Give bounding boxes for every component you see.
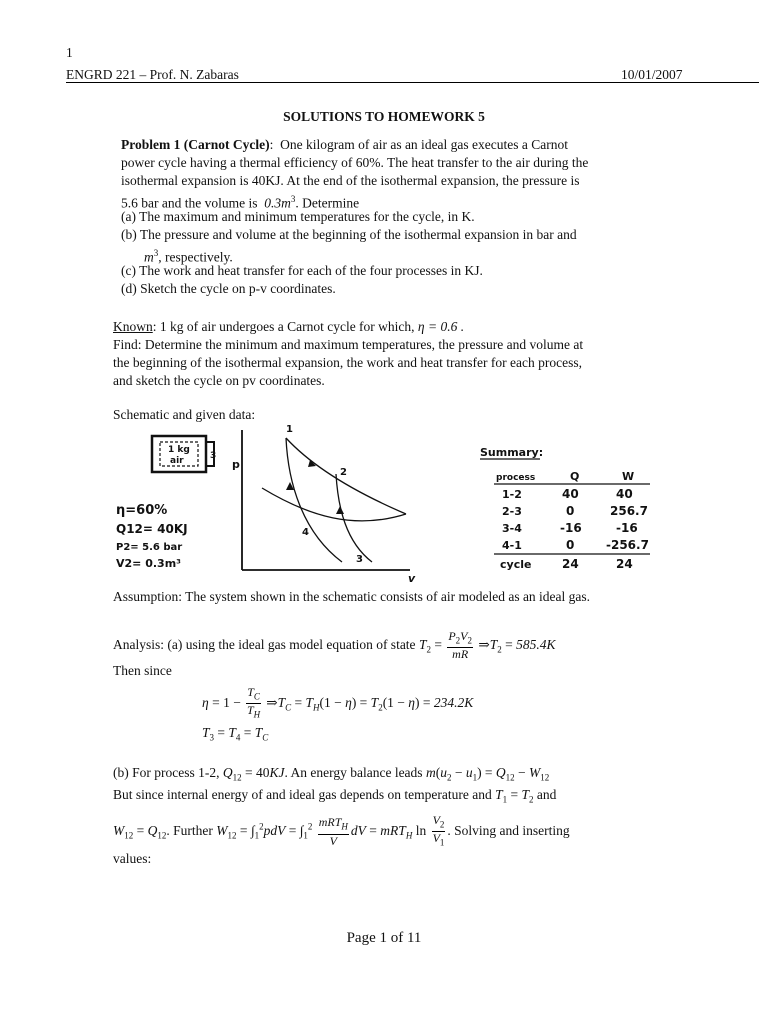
item-b: (b) The pressure and volume at the beginning of the isothermal expansion in bar and (121, 227, 577, 242)
analysis-b-line1: (b) For process 1-2, $Q_{12} = 40KJ$. An energy balance leads $m(u_2 - u_1) = Q_{12} - W_{12}$ (113, 765, 550, 783)
problem-line-4-text: 5.6 bar and the volume is (121, 195, 258, 211)
unit-m: m (144, 249, 154, 265)
further-text: . Further (166, 822, 213, 838)
problem-line-1: Problem 1 (Carnot Cycle): One kilogram of air as an ideal gas executes a Carnot (121, 137, 568, 152)
summary-cell: -256.7 (606, 538, 649, 552)
problem-line-4: 5.6 bar and the volume is $0.3m^3$. Determine (121, 194, 360, 211)
problem-line-1-text: One kilogram of air as an ideal gas executes a Carnot (280, 137, 568, 152)
problem-label: Problem 1 (Carnot Cycle) (121, 137, 270, 152)
result-tc: 234.2K (433, 694, 474, 710)
summary-cell: 0 (566, 504, 575, 518)
axis-p-label: p (232, 458, 240, 471)
result-t2: 585.4K (516, 636, 556, 652)
given-eta: η=60% (116, 503, 168, 518)
summary-cell: 0 (566, 538, 575, 552)
header-course: ENGRD 221 – Prof. N. Zabaras (66, 67, 239, 82)
summary-header-process: process (496, 473, 536, 483)
item-c: (c) The work and heat transfer for each of the four processes in KJ. (121, 263, 483, 278)
header-page-number: 1 (66, 45, 73, 60)
efficiency-equation: η = 1 − $\frac{T_C}{T_H}$ $\Rightarrow T_C = T_H(1 - \eta) = T_2(1 - \eta) = 234.2K$ (202, 685, 474, 720)
solving-text: . Solving and inserting (447, 822, 570, 838)
summary-cell: 1-2 (502, 488, 522, 501)
header-rule (66, 82, 759, 83)
problem-line-3: isothermal expansion is 40KJ. At the end of the isothermal expansion, the pressure is (121, 173, 580, 188)
summary-header-q: Q (570, 470, 580, 483)
page-footer: Page 1 of 11 (346, 930, 422, 946)
state-2: 2 (340, 467, 347, 478)
summary-cycle-w: 24 (616, 557, 633, 571)
summary-cell: 2-3 (502, 505, 522, 518)
piston-label: 3 (210, 451, 217, 461)
axis-v-label: v (408, 572, 416, 585)
adiabat-2-3 (336, 474, 372, 562)
item-a: (a) The maximum and minimum temperatures for the cycle, in K. (121, 209, 475, 224)
known-label: Known (113, 319, 153, 334)
analysis-intro: Analysis: (a) using the ideal gas model equation of state (113, 636, 416, 652)
known-line (113, 318, 464, 336)
known-eq: η = 0.6 . (417, 319, 465, 334)
analysis-b-text2: . An energy balance leads (284, 765, 423, 780)
given-p2: P2= 5.6 bar (116, 542, 183, 553)
problem-line-2: power cycle having a thermal efficiency of 60%. The heat transfer to the air during the (121, 155, 589, 170)
summary-cycle-q: 24 (562, 557, 579, 571)
given-q12: Q12= 40KJ (116, 522, 188, 536)
analysis-b-line3: $W_{12} = Q_{12}$. Further $W_{12} = \int_1^2pdV = \int_1^2$ $\frac{mRT_H}{V}$ dV = mRT$_H$ ln $\frac{V_2}{V_1}$ . Solving and inserting (113, 813, 570, 848)
state-3: 3 (356, 554, 363, 565)
and-word: and (536, 787, 557, 802)
t3-t4-equation: $T_3 = T_4 = T_C$ (202, 725, 269, 743)
determine-text: . Determine (295, 195, 360, 211)
summary-cell: 3-4 (502, 522, 522, 535)
values-label: values: (113, 851, 152, 866)
schematic-sketch (110, 422, 660, 587)
volume-value: 0.3m (264, 195, 291, 211)
but-since-text: But since internal energy of and ideal gas depends on temperature and (113, 787, 492, 802)
find-line-2: the beginning of the isothermal expansion, the work and heat transfer for each process, (113, 355, 582, 370)
then-since: Then since (113, 663, 172, 678)
box-label-2: air (170, 456, 184, 466)
summary-cell: 40 (562, 487, 579, 501)
summary-cell: 40 (616, 487, 633, 501)
respectively-text: , respectively. (158, 249, 233, 265)
summary-cell: 256.7 (610, 504, 648, 518)
item-d: (d) Sketch the cycle on p-v coordinates. (121, 281, 336, 296)
summary-header-w: W (622, 470, 635, 483)
adiabat-4-1 (286, 438, 342, 562)
box-label-1: 1 kg (168, 445, 190, 455)
arrow-2-3 (336, 506, 344, 514)
analysis-a: Analysis: (a) using the ideal gas model equation of state $T_2$ = $\frac{P_2V_2}{mR}$ $\Rightarrow T_2 = 585.4K$ (113, 629, 556, 662)
schematic-label: Schematic and given data: (113, 407, 256, 422)
summary-cycle-label: cycle (500, 558, 532, 571)
header-date: 10/01/2007 (621, 67, 683, 82)
assumption: Assumption: The system shown in the schematic consists of air modeled as an ideal gas. (113, 589, 591, 604)
summary-cell: -16 (616, 521, 638, 535)
page-title: SOLUTIONS TO HOMEWORK 5 (283, 109, 485, 124)
summary-table (494, 470, 650, 571)
given-v2: V2= 0.3m³ (116, 557, 181, 570)
state-4: 4 (302, 527, 309, 538)
ideal-gas-fraction: $\frac{P_2V_2}{mR}$ (448, 629, 473, 662)
summary-cell: -16 (560, 521, 582, 535)
find-line-1: Find: Determine the minimum and maximum temperatures, the pressure and volume at (113, 337, 584, 352)
item-b-cont: $m^3$, respectively. (144, 248, 233, 265)
summary-cell: 4-1 (502, 539, 522, 552)
analysis-b-text1: (b) For process 1-2, (113, 765, 220, 780)
analysis-b-line2: But since internal energy of and ideal gas depends on temperature and $T_1 = T_2$ and (113, 787, 557, 805)
state-1: 1 (286, 424, 293, 435)
find-line-3: and sketch the cycle on pv coordinates. (113, 373, 325, 388)
summary-title: Summary: (480, 446, 544, 459)
known-text: : 1 kg of air undergoes a Carnot cycle for which, (152, 319, 415, 334)
